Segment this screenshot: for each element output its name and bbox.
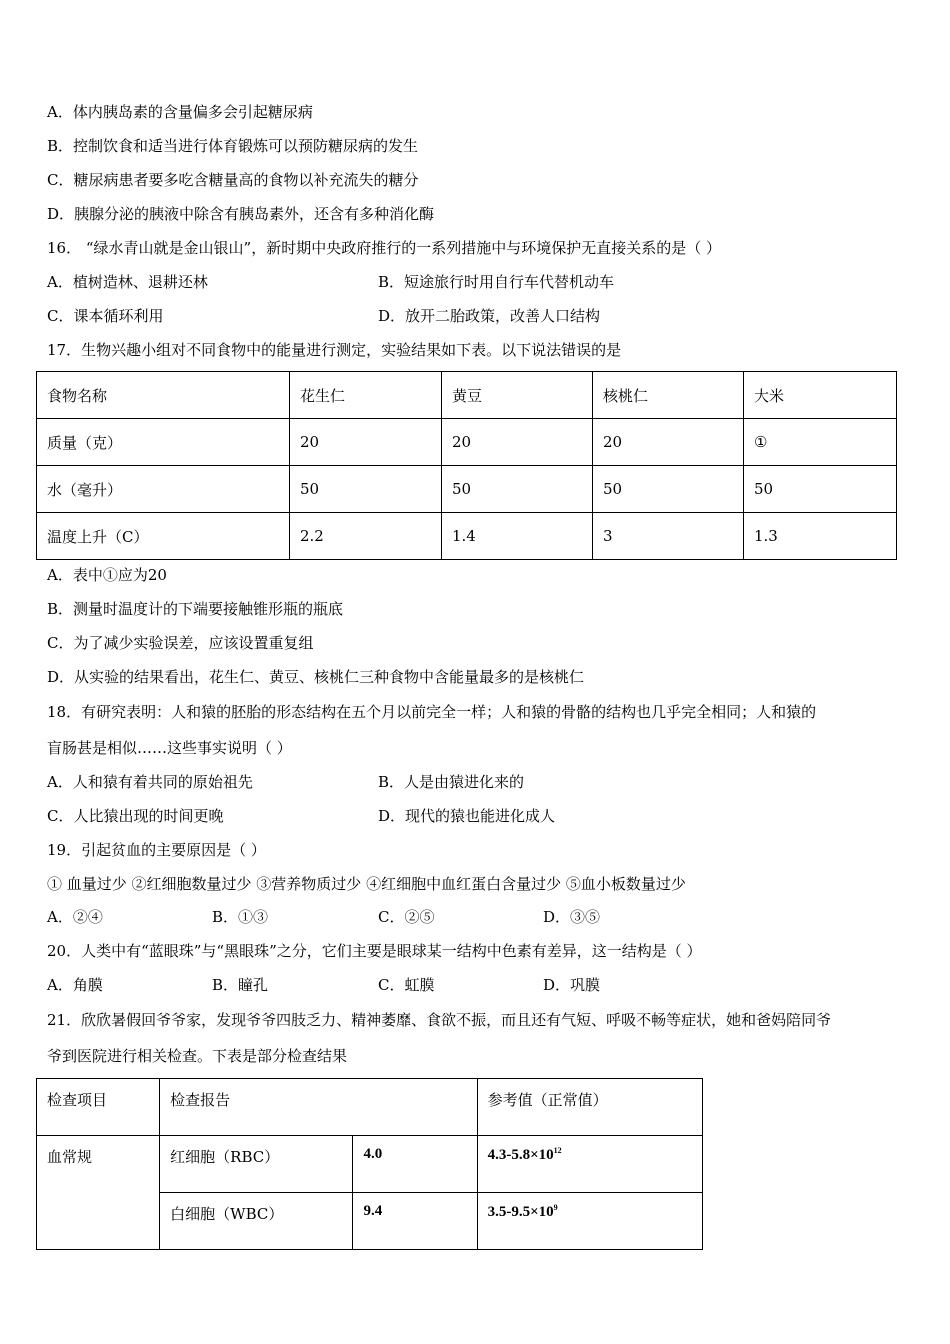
table-cell: 血常规 bbox=[37, 1136, 160, 1250]
q15-option-b: B．控制饮食和适当进行体育锻炼可以预防糖尿病的发生 bbox=[47, 137, 419, 155]
q19-option-b: B．①③ bbox=[212, 908, 269, 926]
table-cell: 50 bbox=[290, 466, 442, 513]
table-cell: 50 bbox=[442, 466, 593, 513]
q17-option-d: D．从实验的结果看出，花生仁、黄豆、核桃仁三种食物中含能量最多的是核桃仁 bbox=[47, 668, 585, 686]
table-cell: 1.4 bbox=[442, 513, 593, 560]
q18-option-c: C．人比猿出现的时间更晚 bbox=[47, 807, 224, 825]
table-cell: 检查报告 bbox=[160, 1079, 477, 1136]
table-cell: 食物名称 bbox=[37, 372, 290, 419]
q18-option-a: A．人和猿有着共同的原始祖先 bbox=[47, 773, 253, 791]
q20-option-b: B．瞳孔 bbox=[212, 976, 269, 994]
table-cell: 3 bbox=[593, 513, 744, 560]
table-cell: 花生仁 bbox=[290, 372, 442, 419]
q17-option-c: C．为了减少实验误差，应该设置重复组 bbox=[47, 634, 314, 652]
table-cell: 白细胞（WBC） bbox=[160, 1193, 353, 1250]
q15-option-d: D．胰腺分泌的胰液中除含有胰岛素外，还含有多种消化酶 bbox=[47, 205, 435, 223]
q15-option-a: A．体内胰岛素的含量偏多会引起糖尿病 bbox=[47, 103, 313, 121]
table-cell: 50 bbox=[593, 466, 744, 513]
q16-option-d: D．放开二胎政策，改善人口结构 bbox=[378, 307, 601, 325]
q15-option-c: C．糖尿病患者要多吃含糖量高的食物以补充流失的糖分 bbox=[47, 171, 419, 189]
q20-option-a: A．角膜 bbox=[47, 976, 103, 994]
table-cell: 参考值（正常值） bbox=[477, 1079, 702, 1136]
q21-stem-line2: 爷到医院进行相关检查。下表是部分检查结果 bbox=[47, 1047, 348, 1065]
table-row bbox=[37, 1136, 703, 1193]
table-cell: 2.2 bbox=[290, 513, 442, 560]
blood-test-table bbox=[36, 1078, 703, 1250]
q16-option-b: B．短途旅行时用自行车代替机动车 bbox=[378, 273, 615, 291]
table-cell: $3.5-9.5\times 10^9$ bbox=[477, 1193, 702, 1250]
q20-stem: 20．人类中有“蓝眼珠”与“黑眼珠”之分，它们主要是眼球某一结构中色素有差异，这一结构是（ ） bbox=[47, 942, 702, 960]
table-cell: 质量（克） bbox=[37, 419, 290, 466]
table-cell: 水（毫升） bbox=[37, 466, 290, 513]
q20-option-c: C．虹膜 bbox=[378, 976, 435, 994]
table-row bbox=[37, 466, 897, 513]
q19-option-a: A．②④ bbox=[47, 908, 103, 926]
table-cell: 4.0 bbox=[353, 1136, 477, 1193]
table-header-row bbox=[37, 1079, 703, 1136]
table-cell: 20 bbox=[442, 419, 593, 466]
table-row bbox=[37, 419, 897, 466]
q18-option-d: D．现代的猿也能进化成人 bbox=[378, 807, 556, 825]
q16-option-c: C．课本循环利用 bbox=[47, 307, 164, 325]
table-cell: 红细胞（RBC） bbox=[160, 1136, 353, 1193]
q17-option-b: B．测量时温度计的下端要接触锥形瓶的瓶底 bbox=[47, 600, 344, 618]
q19-option-c: C．②⑤ bbox=[378, 908, 435, 926]
table-row bbox=[37, 513, 897, 560]
table-cell: 核桃仁 bbox=[593, 372, 744, 419]
table-cell: 黄豆 bbox=[442, 372, 593, 419]
table-cell: 20 bbox=[593, 419, 744, 466]
table-cell: ① bbox=[744, 419, 897, 466]
table-header-row bbox=[37, 372, 897, 419]
table-cell: $4.3-5.8\times 10^{12}$ bbox=[477, 1136, 702, 1193]
table-cell: 检查项目 bbox=[37, 1079, 160, 1136]
q18-stem-line1: 18．有研究表明：人和猿的胚胎的形态结构在五个月以前完全一样；人和猿的骨骼的结构也几乎完全相同；人和猿的 bbox=[47, 703, 817, 721]
q19-option-d: D．③⑤ bbox=[543, 908, 601, 926]
q19-stem: 19．引起贫血的主要原因是（ ） bbox=[47, 841, 266, 859]
q20-option-d: D．巩膜 bbox=[543, 976, 601, 994]
table-cell: 9.4 bbox=[353, 1193, 477, 1250]
table-cell: 1.3 bbox=[744, 513, 897, 560]
table-cell: 温度上升（C） bbox=[37, 513, 290, 560]
q16-option-a: A．植树造林、退耕还林 bbox=[47, 273, 208, 291]
q17-option-a: A．表中①应为20 bbox=[47, 566, 167, 584]
q18-option-b: B．人是由猿进化来的 bbox=[378, 773, 525, 791]
q16-stem: 16． “绿水青山就是金山银山”，新时期中央政府推行的一系列措施中与环境保护无直接关系的是（ ） bbox=[47, 239, 721, 257]
q21-stem-line1: 21．欣欣暑假回爷爷家，发现爷爷四肢乏力、精神萎靡、食欲不振，而且还有气短、呼吸不畅等症状，她和爸妈陪同爷 bbox=[47, 1011, 832, 1029]
food-energy-table bbox=[36, 371, 897, 560]
table-cell: 大米 bbox=[744, 372, 897, 419]
q17-stem: 17．生物兴趣小组对不同食物中的能量进行测定，实验结果如下表。以下说法错误的是 bbox=[47, 341, 622, 359]
table-cell: 20 bbox=[290, 419, 442, 466]
table-cell: 50 bbox=[744, 466, 897, 513]
q19-items: ① 血量过少 ②红细胞数量过少 ③营养物质过少 ④红细胞中血红蛋白含量过少 ⑤血小板数量过少 bbox=[47, 875, 686, 893]
q18-stem-line2: 盲肠甚是相似……这些事实说明（ ） bbox=[47, 739, 292, 757]
